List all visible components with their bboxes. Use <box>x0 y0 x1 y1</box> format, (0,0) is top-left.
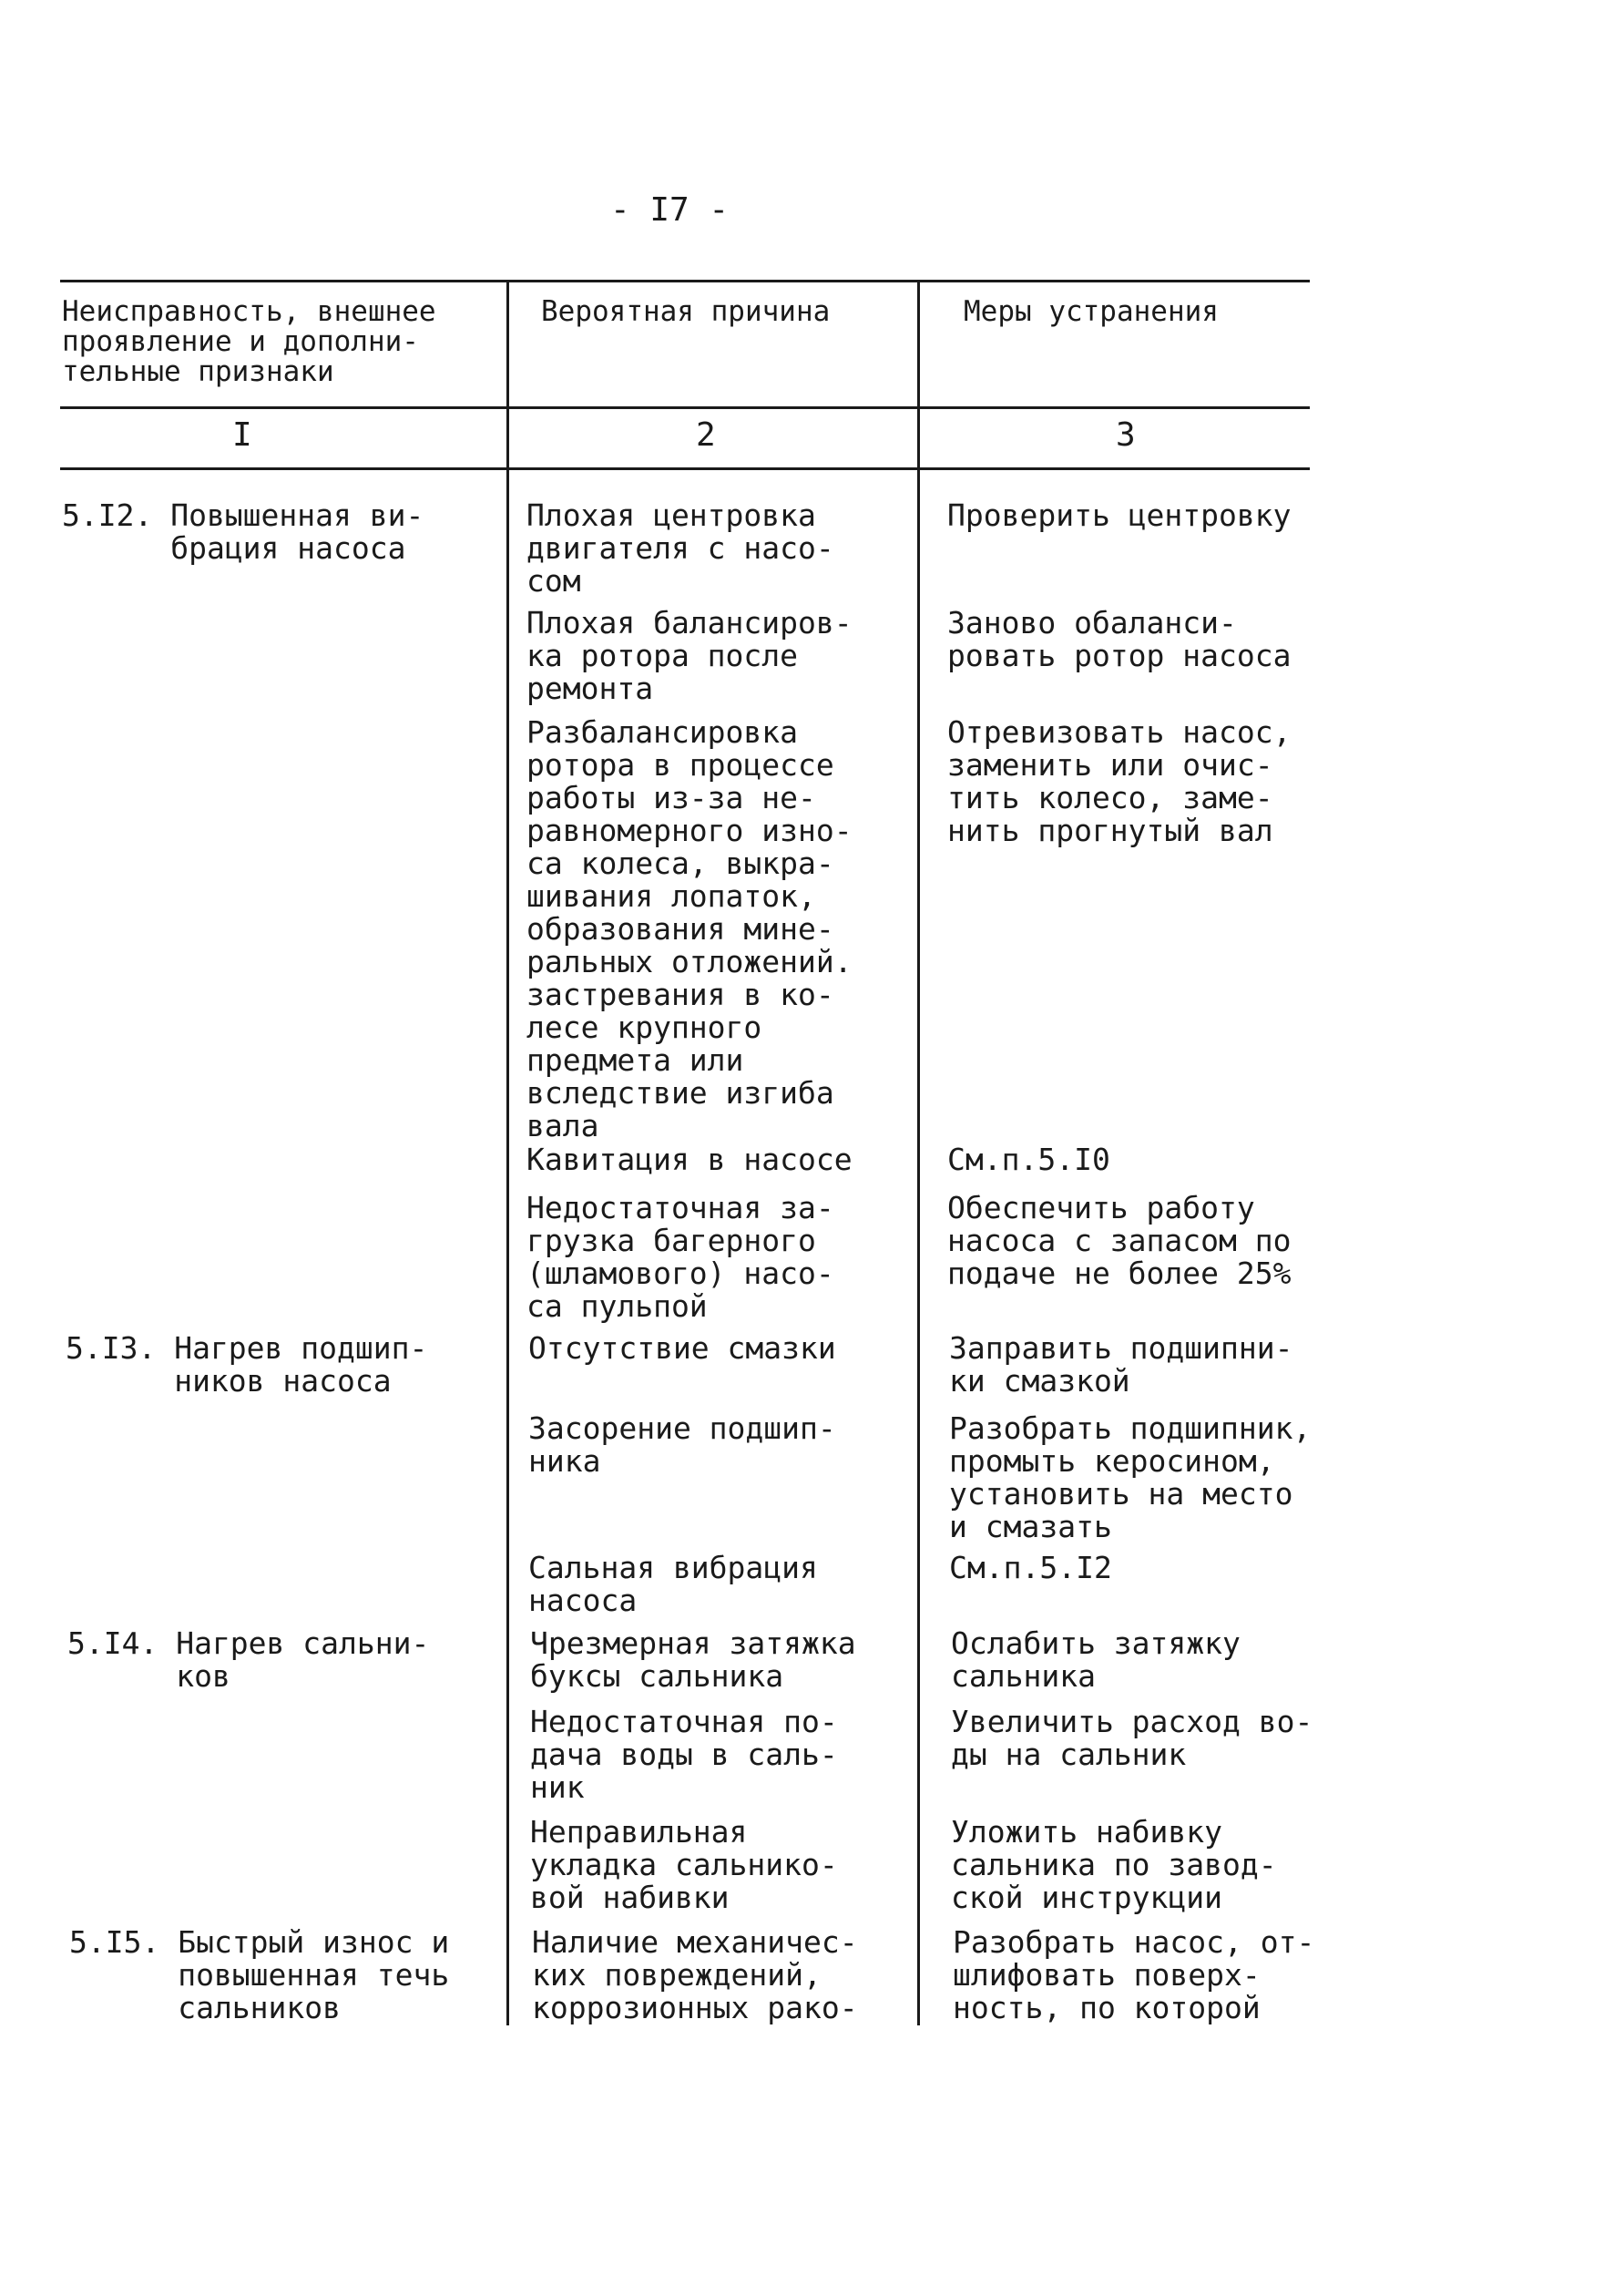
cause-cell: Недостаточная по- дача воды в саль- ник <box>530 1704 838 1805</box>
header-fault: Неисправность, внешнее проявление и дополни- тельные признаки <box>62 295 436 388</box>
remedy-cell: См.п.5.I0 <box>947 1142 1110 1177</box>
cause-cell: Неправильная укладка сальнико- вой набивки <box>530 1814 838 1915</box>
column-divider-1 <box>506 280 509 2025</box>
header-bottom-rule <box>60 406 1310 409</box>
cause-cell: Плохая балансиров- ка ротора после ремонта <box>526 605 853 706</box>
fault-5-14: 5.I4. Нагрев сальни- ков <box>67 1625 430 1694</box>
cause-cell: Чрезмерная затяжка буксы сальника <box>530 1625 856 1694</box>
header-remedy: Меры устранения <box>964 295 1219 328</box>
remedy-cell: Заново обаланси- ровать ротор насоса <box>947 605 1292 673</box>
remedy-cell: Заправить подшипни- ки смазкой <box>949 1330 1293 1399</box>
remedy-cell: См.п.5.I2 <box>949 1550 1112 1585</box>
cause-cell: Кавитация в насосе <box>526 1142 853 1177</box>
numbers-bottom-rule <box>60 467 1310 470</box>
cause-cell: Засорение подшип- ника <box>528 1410 836 1479</box>
fault-5-12: 5.I2. Повышенная ви- брация насоса <box>62 497 424 566</box>
cause-cell: Плохая центровка двигателя с насо- сом <box>526 497 834 599</box>
remedy-cell: Увеличить расход во- ды на сальник <box>951 1704 1313 1772</box>
column-number-2: 2 <box>696 416 716 454</box>
page-number: - I7 - <box>610 191 730 229</box>
cause-cell: Отсутствие смазки <box>528 1330 836 1366</box>
cause-cell: Сальная вибрация насоса <box>528 1550 818 1618</box>
fault-5-13: 5.I3. Нагрев подшип- ников насоса <box>66 1330 428 1399</box>
column-number-3: 3 <box>1116 416 1136 454</box>
table-top-rule <box>60 280 1310 282</box>
remedy-cell: Проверить центровку <box>947 497 1292 533</box>
cause-cell: Разбалансировка ротора в процессе работы из-за не- равномерного изно- са колеса, выкра- шивания лопаток, образования мине- ральных отложений. застревания в ко- лесе крупного предмета или вследствие изгиба вала <box>526 714 853 1143</box>
cause-cell: Наличие механичес- ких повреждений, коррозионных рако- <box>532 1924 858 2025</box>
remedy-cell: Разобрать подшипник, промыть керосином, установить на место и смазать <box>949 1410 1312 1544</box>
cause-cell: Недостаточная за- грузка багерного (шламового) насо- са пульпой <box>526 1190 834 1324</box>
column-divider-2 <box>917 280 920 2025</box>
header-cause: Вероятная причина <box>541 295 831 328</box>
remedy-cell: Уложить набивку сальника по завод- ской инструкции <box>951 1814 1277 1915</box>
remedy-cell: Обеспечить работу насоса с запасом по подаче не более 25% <box>947 1190 1292 1291</box>
fault-5-15: 5.I5. Быстрый износ и повышенная течь сальников <box>69 1924 450 2025</box>
remedy-cell: Отревизовать насос, заменить или очис- тить колесо, заме- нить прогнутый вал <box>947 714 1292 848</box>
remedy-cell: Разобрать насос, от- шлифовать поверх- ность, по которой <box>953 1924 1315 2025</box>
remedy-cell: Ослабить затяжку сальника <box>951 1625 1241 1694</box>
column-number-1: I <box>232 416 252 454</box>
